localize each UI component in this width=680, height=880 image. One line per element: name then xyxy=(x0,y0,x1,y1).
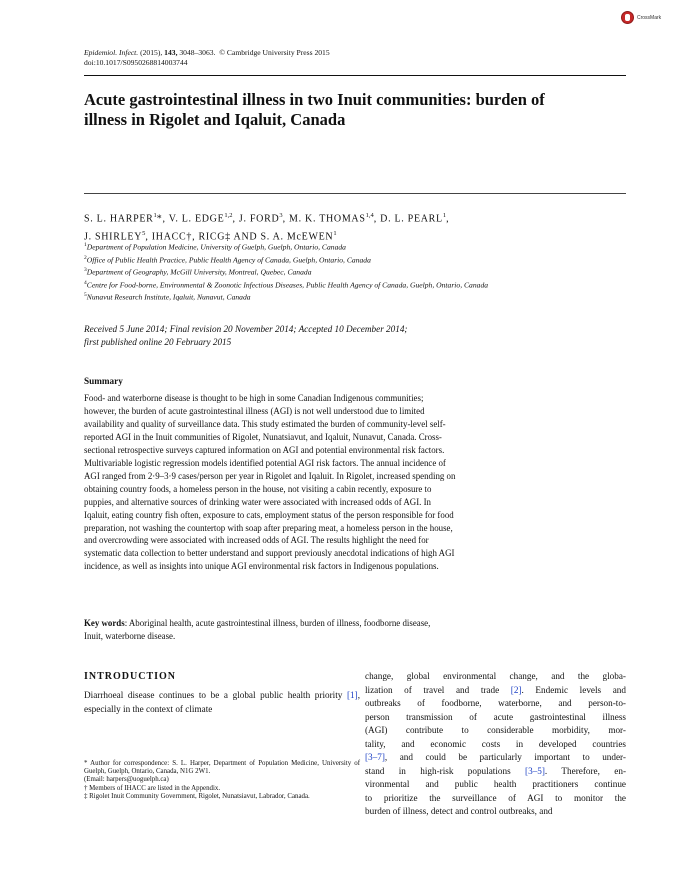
keywords-line-2: Inuit, waterborne disease. xyxy=(84,631,176,641)
intro-line xyxy=(365,751,626,765)
introduction-paragraph-right xyxy=(365,670,626,819)
author-name: , D. L. PEARL xyxy=(373,213,443,225)
affiliation-number: 3 xyxy=(84,267,87,274)
intro-text: lization of travel and trade xyxy=(365,684,511,695)
author-affiliation-marker: 3 xyxy=(279,212,283,219)
introduction-paragraph-left xyxy=(84,689,360,716)
crossmark-badge[interactable] xyxy=(621,11,661,24)
title-rule xyxy=(84,193,626,194)
affiliation-text: Department of Population Medicine, University of Guelph, Guelph, Ontario, Canada xyxy=(86,242,346,252)
intro-text: person transmission of acute gastrointestinal illness xyxy=(365,711,626,722)
crossmark-label: CrossMark xyxy=(637,14,662,21)
author-name: , J. FORD xyxy=(232,213,280,225)
reference-link[interactable]: [2] xyxy=(510,684,522,695)
author-affiliation-marker: 1,2 xyxy=(224,212,233,219)
journal-name: Epidemiol. Infect. xyxy=(84,48,139,57)
author-name: , xyxy=(446,213,450,225)
keywords xyxy=(84,617,570,643)
intro-line xyxy=(365,765,626,779)
journal-year: (2015), xyxy=(140,48,163,57)
keywords-line-1 xyxy=(84,617,570,630)
article-title: Acute gastrointestinal illness in two Inuit communities: burden of illness in Rigolet and Iqaluit, Canada xyxy=(84,90,545,129)
affiliation-item xyxy=(84,278,584,291)
author-name: S. L. HARPER xyxy=(84,213,154,225)
affiliation-item xyxy=(84,240,584,253)
summary-line: puppies, and alternative sources of drinking water were associated with increased odds of AGI. In xyxy=(84,496,431,507)
intro-line xyxy=(365,670,626,684)
summary-line: AGI ranged from 2·9–3·9 cases/person per year in Rigolet and Iqaluit. In Rigolet, increased spending on xyxy=(84,470,456,481)
intro-text: burden of illness, detect and control outbreaks, and xyxy=(365,806,553,816)
intro-line xyxy=(365,684,626,698)
affiliation-number: 1 xyxy=(84,242,87,248)
intro-line xyxy=(365,778,626,792)
intro-line xyxy=(365,805,626,819)
crossmark-icon xyxy=(621,11,634,24)
intro-text: . Therefore, en- xyxy=(544,765,627,776)
summary-line: and overcrowding were associated with increased odds of AGI. The results highlight the need for xyxy=(84,535,429,546)
intro-line xyxy=(365,792,626,806)
affiliation-number: 5 xyxy=(84,292,87,299)
author-affiliation-marker: 5 xyxy=(142,230,146,238)
intro-text: , especially in the context of climate xyxy=(84,690,360,714)
summary-line: Iqaluit, eating country fish often, exposure to cats, employment status of the person responsible for food xyxy=(84,509,454,520)
summary-line: obtaining country foods, a homeless person in the house, not visiting a cabin recently, exposure to xyxy=(84,483,432,494)
affiliation-text: Office of Public Health Practice, Public Health Agency of Canada, Guelph, Ontario, Canada xyxy=(86,255,371,265)
intro-line xyxy=(365,738,626,752)
intro-text: . Endemic levels and xyxy=(521,684,626,695)
affiliation-item xyxy=(84,265,584,278)
footnote-email[interactable]: (Email: harpers@uoguelph.ca) xyxy=(84,776,169,784)
journal-pages: 3048–3063. xyxy=(179,48,216,57)
author-name: *, V. L. EDGE xyxy=(156,213,225,225)
affiliation-text: Nunavut Research Institute, Iqaluit, Nunavut, Canada xyxy=(86,292,251,302)
summary-line: availability and quality of surveillance data. This study estimated the burden of community-level self- xyxy=(84,418,446,429)
summary-line: however, the burden of acute gastrointestinal illness (AGI) is not well understood due to limited xyxy=(84,405,425,416)
summary-line: systematic data collection to better understand and support previously anecdotal indications of high AGI xyxy=(84,548,455,559)
dates-line-2: first published online 20 February 2015 xyxy=(84,337,232,347)
footnote-ihacc: † Members of IHACC are listed in the Appendix. xyxy=(84,784,221,792)
reference-link[interactable]: [1] xyxy=(346,690,358,700)
reference-link[interactable]: [3–5] xyxy=(525,765,545,776)
author-line-1 xyxy=(84,208,604,226)
reference-link[interactable]: [3–7] xyxy=(365,752,385,762)
intro-text: change, global environmental change, and the globa- xyxy=(365,671,626,681)
affiliation-number: 2 xyxy=(84,254,87,261)
footnotes xyxy=(84,760,360,801)
summary-line: preparation, not washing the countertop with soap after preparing meat, a homeless person in the house, xyxy=(84,522,453,533)
summary-line: reported AGI in the Inuit communities of Rigolet, Nunatsiavut, and Iqaluit, Nunavut, Canada. Cross- xyxy=(84,431,442,442)
author-affiliation-marker: 1,4 xyxy=(365,212,374,219)
article-dates xyxy=(84,323,584,349)
summary-line: Food- and waterborne disease is thought to be high in some Canadian Indigenous communities; xyxy=(84,393,424,403)
affiliation-text: Department of Geography, McGill University, Montreal, Quebec, Canada xyxy=(86,267,312,277)
journal-doi[interactable]: doi:10.1017/S0950268814003744 xyxy=(84,58,188,67)
summary-line: Multivariable logistic regression models identified potential AGI risk factors. The annual incidence of xyxy=(84,457,446,468)
intro-text: Diarrhoeal disease continues to be a global public health priority xyxy=(84,690,347,700)
summary-line: sectional retrospective surveys captured information on AGI and potential environmental risk factors. xyxy=(84,444,445,455)
journal-publisher: © Cambridge University Press 2015 xyxy=(219,48,330,57)
author-name: , IHACC†, RICG‡ AND S. A. McEWEN xyxy=(145,231,334,243)
intro-line xyxy=(365,724,626,738)
affiliation-text: Centre for Food-borne, Environmental & Zoonotic Infectious Diseases, Public Health Agency of Canada, Guelph, Ontario, Canada xyxy=(86,280,489,290)
header-rule xyxy=(84,75,626,76)
footnote-ricg: ‡ Rigolet Inuit Community Government, Rigolet, Nunatsiavut, Labrador, Canada. xyxy=(84,792,310,800)
intro-text: stand in high-risk populations xyxy=(365,765,526,776)
keywords-label: Key words xyxy=(84,618,125,628)
introduction-heading: INTRODUCTION xyxy=(84,671,177,682)
footnote-correspondence: * Author for correspondence: S. L. Harper, Department of Population Medicine, University of Guelph, Guelph, Ontario, Canada, N1G 2W1. xyxy=(84,760,360,776)
author-affiliation-marker: 1 xyxy=(442,212,447,219)
intro-line xyxy=(365,697,626,711)
affiliation-list xyxy=(84,240,584,303)
dates-line-1: Received 5 June 2014; Final revision 20 November 2014; Accepted 10 December 2014; xyxy=(84,324,408,334)
summary-line: incidence, as well as insights into unique AGI environmental risk factors in Indigenous populations. xyxy=(84,561,439,572)
journal-citation xyxy=(84,48,330,68)
keywords-text: : Aboriginal health, acute gastrointestinal illness, burden of illness, foodborne disease, xyxy=(124,618,431,628)
intro-text: vironmental and public health practitioners continue xyxy=(365,779,626,789)
intro-text: outbreaks of foodborne, waterborne, and person-to- xyxy=(365,698,626,708)
summary-heading: Summary xyxy=(84,376,123,386)
intro-text: tality, and economic costs in developed countries xyxy=(365,738,626,749)
intro-line xyxy=(365,711,626,725)
intro-text: , and could be particularly important to under- xyxy=(384,752,626,762)
journal-line xyxy=(84,48,330,58)
summary-text xyxy=(84,392,560,573)
intro-text: (AGI) contribute to considerable morbidity, mor- xyxy=(365,725,626,735)
affiliation-number: 4 xyxy=(84,279,87,286)
journal-volume: 143, xyxy=(164,48,178,57)
affiliation-item xyxy=(84,253,584,266)
author-name: , M. K. THOMAS xyxy=(282,213,366,225)
author-affiliation-marker: 1 xyxy=(333,230,337,238)
author-affiliation-marker: 1 xyxy=(153,212,157,219)
intro-text: to prioritize the surveillance of AGI to monitor the xyxy=(365,792,626,803)
author-name: J. SHIRLEY xyxy=(84,231,143,243)
affiliation-item xyxy=(84,290,584,303)
